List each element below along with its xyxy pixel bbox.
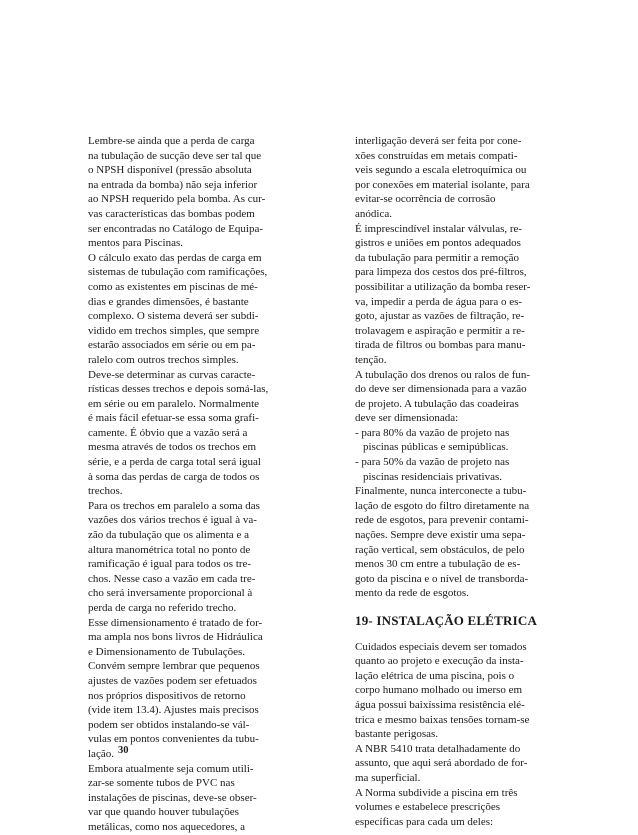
text-line: ma ampla nos bons livros de Hidráulica bbox=[88, 631, 263, 644]
text-line: ajustes de vazões podem ser efetuados bbox=[88, 674, 257, 687]
text-line: ma superficial. bbox=[355, 771, 421, 784]
text-line: ração vertical, sem obstáculos, de pelo bbox=[355, 543, 525, 556]
list-item-continuation: piscinas residenciais privativas. bbox=[363, 470, 502, 483]
text-line: goto da piscina e o nível de transborda- bbox=[355, 572, 529, 585]
text-line: camente. É óbvio que a vazão será a bbox=[88, 426, 248, 439]
text-line: lação de esgoto do filtro diretamente na bbox=[355, 499, 530, 512]
text-line: Convém sempre lembrar que pequenos bbox=[88, 660, 260, 673]
text-line: dias e grandes dimensões, é bastante bbox=[88, 295, 249, 308]
text-line: ser encontradas no Catálogo de Equipa- bbox=[88, 222, 264, 235]
text-line: cho será inversamente proporcional à bbox=[88, 587, 253, 600]
text-line: sistemas de tubulação com ramificações, bbox=[88, 266, 268, 279]
list-item-continuation: piscinas públicas e semipúblicas. bbox=[363, 441, 509, 454]
right-column bbox=[355, 134, 550, 829]
text-line: menos 30 cm entre a tubulação de es- bbox=[355, 558, 521, 571]
text-line: bastante perigosas. bbox=[355, 728, 439, 741]
text-line: podem ser obtidos instalando-se vál- bbox=[88, 718, 250, 731]
text-line: Embora atualmente seja comum utili- bbox=[88, 762, 254, 775]
text-line: ao NPSH requerido pela bomba. As cur- bbox=[88, 193, 266, 206]
text-line: zar-se somente tubos de PVC nas bbox=[88, 777, 235, 790]
text-line: deve ser dimensionada: bbox=[355, 412, 459, 425]
left-column bbox=[88, 134, 282, 835]
text-line: tenção. bbox=[355, 353, 387, 366]
text-line: nações. Sempre deve existir uma sepa- bbox=[355, 529, 526, 542]
text-line: zão da tubulação que os alimenta e a bbox=[88, 529, 249, 542]
text-line: volumes e estabelece prescrições bbox=[355, 801, 501, 814]
text-line: É imprescindível instalar válvulas, re- bbox=[355, 222, 523, 235]
text-line: como as existentes em piscinas de mé- bbox=[88, 280, 258, 293]
text-line: O cálculo exato das perdas de carga em bbox=[88, 251, 262, 264]
text-line: A NBR 5410 trata detalhadamente do bbox=[355, 742, 521, 755]
text-line: e Dimensionamento de Tubulações. bbox=[88, 645, 246, 658]
text-line: água possui baixíssima resistência elé- bbox=[355, 698, 525, 711]
text-line: goto, ajustar as vazões de filtração, re- bbox=[355, 310, 525, 323]
text-line: específicas para cada um deles: bbox=[355, 815, 494, 828]
text-line: mentos para Piscinas. bbox=[88, 237, 184, 250]
text-line: estarão associados em série ou em pa- bbox=[88, 339, 256, 352]
text-line: instalações de piscinas, deve-se obser- bbox=[88, 791, 257, 804]
text-line: por conexões em material isolante, para bbox=[355, 178, 530, 191]
text-line: perda de carga no referido trecho. bbox=[88, 602, 237, 614]
text-line: trolavagem e aspiração e permitir a re- bbox=[355, 324, 525, 337]
text-line: vas características das bombas podem bbox=[88, 207, 255, 220]
text-line: possibilitar a utilização da bomba reser- bbox=[355, 280, 531, 293]
text-line: metálicas, como nos aquecedores, a bbox=[88, 820, 245, 833]
text-line: do deve ser dimensionada para a vazão bbox=[355, 383, 527, 396]
text-line: altura manométrica total no ponto de bbox=[88, 543, 251, 556]
text-line: em série ou em paralelo. Normalmente bbox=[88, 397, 260, 410]
text-line: gistros e uniões em pontos adequados bbox=[355, 237, 521, 250]
text-line: A Norma subdivide a piscina em três bbox=[355, 786, 518, 799]
text-line: lação. bbox=[88, 747, 114, 760]
text-line: Deve-se determinar as curvas caracte- bbox=[88, 368, 256, 381]
text-line: Finalmente, nunca interconecte a tubu- bbox=[355, 485, 527, 498]
text-line: interligação deverá ser feita por cone- bbox=[355, 135, 522, 147]
text-line: veis segundo a escala eletroquímica ou bbox=[355, 164, 527, 177]
list-item: - para 50% da vazão de projeto nas bbox=[355, 456, 510, 469]
text-line: (vide item 13.4). Ajustes mais precisos bbox=[88, 704, 259, 717]
text-line: nos próprios dispositivos de retorno bbox=[88, 689, 246, 702]
text-line: vidido em trechos simples, que sempre bbox=[88, 324, 260, 337]
text-line: evitar-se ocorrência de corrosão bbox=[355, 193, 496, 206]
text-line: série, e a perda de carga total será igual bbox=[88, 456, 261, 469]
text-line: o NPSH disponível (pressão absoluta bbox=[88, 164, 252, 177]
text-line: à soma das perdas de carga de todos os bbox=[88, 470, 260, 483]
text-line: xões construídas em metais compati- bbox=[355, 149, 518, 162]
text-line: vulas em pontos convenientes da tubu- bbox=[88, 733, 259, 746]
text-line: vazões dos vários trechos é igual à va- bbox=[88, 514, 257, 527]
text-line: de projeto. A tubulação das coadeiras bbox=[355, 397, 519, 410]
text-line: ralelo com outros trechos simples. bbox=[88, 353, 239, 366]
text-line: corpo humano molhado ou imerso em bbox=[355, 684, 523, 697]
text-line: trechos. bbox=[88, 485, 123, 498]
text-line: chos. Nesse caso a vazão em cada tre- bbox=[88, 572, 256, 585]
list-item: - para 80% da vazão de projeto nas bbox=[355, 426, 510, 439]
text-line: var que quando houver tubulações bbox=[88, 806, 239, 819]
text-line: rísticas desses trechos e depois somá-las, bbox=[88, 383, 269, 396]
text-line: trica e mesmo baixas tensões tornam-se bbox=[355, 713, 530, 726]
text-line: ramificação é igual para todos os tre- bbox=[88, 558, 252, 571]
text-line: mento da rede de esgotos. bbox=[355, 587, 469, 600]
text-line: rede de esgotos, para prevenir contami- bbox=[355, 514, 529, 527]
text-line: na entrada da bomba) não seja inferior bbox=[88, 178, 258, 191]
text-line: Para os trechos em paralelo a soma das bbox=[88, 499, 260, 512]
text-line: complexo. O sistema deverá ser subdi- bbox=[88, 310, 259, 323]
text-line: Esse dimensionamento é tratado de for- bbox=[88, 616, 263, 629]
section-heading: 19- INSTALAÇÃO ELÉTRICA bbox=[355, 613, 538, 628]
text-line: anódica. bbox=[355, 207, 392, 220]
text-line: assunto, que aqui será abordado de for- bbox=[355, 757, 528, 770]
text-line: na tubulação de sucção deve ser tal que bbox=[88, 149, 262, 162]
text-line: va, impedir a perda de água para o es- bbox=[355, 295, 523, 308]
text-line: mesma através de todos os trechos em bbox=[88, 441, 257, 454]
page-number: 30 bbox=[118, 745, 129, 756]
text-line: quanto ao projeto e execução da insta- bbox=[355, 655, 524, 668]
text-line: A tubulação dos drenos ou ralos de fun- bbox=[355, 368, 531, 381]
text-line: é mais fácil efetuar-se essa soma grafi- bbox=[88, 412, 259, 425]
text-line: tirada de filtros ou bombas para manu- bbox=[355, 339, 526, 352]
text-line: para limpeza dos cestos dos pré-filtros, bbox=[355, 266, 527, 279]
text-line: da tubulação para permitir a remoção bbox=[355, 251, 520, 264]
text-line: lação elétrica de uma piscina, pois o bbox=[355, 669, 515, 682]
text-line: Cuidados especiais devem ser tomados bbox=[355, 640, 527, 653]
text-line: Lembre-se ainda que a perda de carga bbox=[88, 135, 255, 147]
